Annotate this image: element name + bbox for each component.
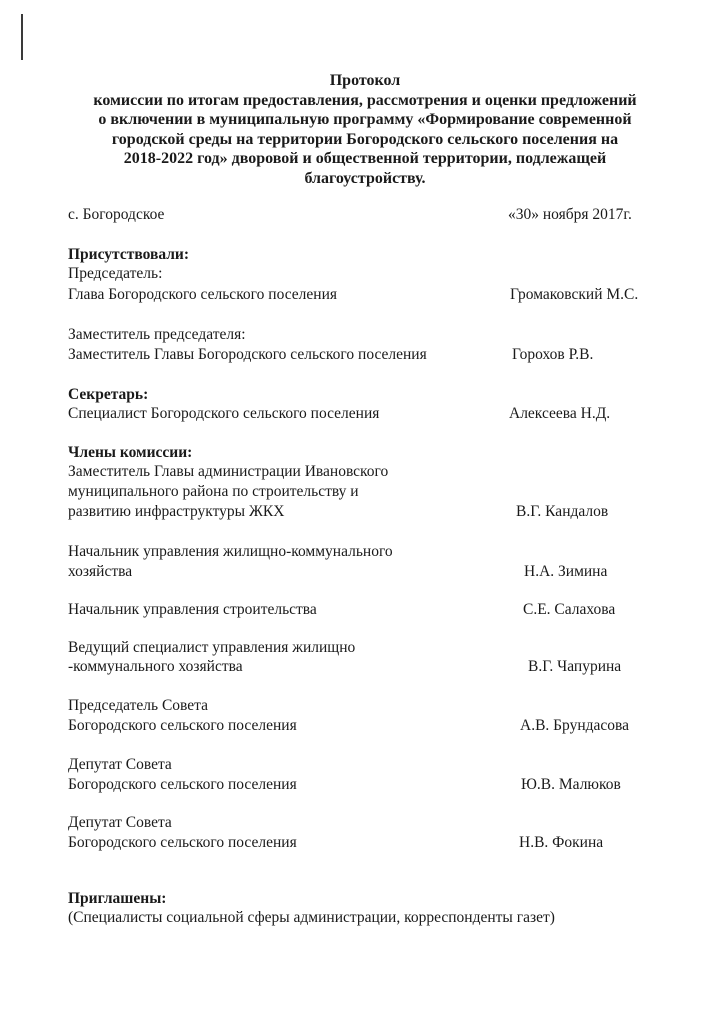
date: «30» ноября 2017г. (508, 206, 632, 223)
title-line: 2018-2022 год» дворовой и общественной территории, подлежащей (123, 150, 607, 168)
title-line: о включении в муниципальную программу «Формирование современной (98, 111, 632, 129)
title-line: благоустройству. (304, 169, 426, 187)
chair-name: Громаковский М.С. (510, 286, 639, 303)
scan-mark (21, 14, 23, 60)
member-name: А.В. Брундасова (520, 717, 630, 734)
secretary-heading: Секретарь: (68, 386, 149, 403)
chair-label: Председатель: (68, 265, 163, 282)
member-position: Начальник управления жилищно-коммунального (68, 543, 393, 560)
member-position: Депутат Совета (68, 756, 172, 773)
deputy-name: Горохов Р.В. (512, 346, 594, 363)
member-position: Председатель Совета (68, 697, 208, 714)
member-position: Ведущий специалист управления жилищно (68, 639, 356, 656)
member-name: Ю.В. Малюков (521, 776, 621, 793)
member-name: Н.В. Фокина (519, 834, 604, 851)
document-title (60, 71, 670, 189)
invited-text: (Специалисты социальной сферы администрации, корреспонденты газет) (68, 909, 555, 926)
member-name: С.Е. Салахова (523, 601, 616, 618)
member-position: Депутат Совета (68, 814, 172, 831)
member-position: -коммунального хозяйства (68, 658, 243, 675)
place: с. Богородское (68, 206, 165, 223)
secretary-position: Специалист Богородского сельского поселения (68, 405, 380, 422)
secretary-name: Алексеева Н.Д. (509, 405, 611, 422)
title-line: комиссии по итогам предоставления, рассмотрения и оценки предложений (93, 91, 637, 109)
member-position: хозяйства (68, 563, 133, 580)
member-position: Начальник управления строительства (68, 601, 317, 618)
member-position: Заместитель Главы администрации Ивановского (68, 463, 389, 480)
members-heading: Члены комиссии: (68, 444, 193, 461)
member-name: Н.А. Зимина (524, 563, 608, 580)
member-position: муниципального района по строительству и (68, 483, 359, 500)
chair-position: Глава Богородского сельского поселения (68, 286, 337, 303)
title-line: городской среды на территории Богородского сельского поселения на (111, 130, 619, 148)
member-name: В.Г. Кандалов (516, 503, 609, 520)
present-heading: Присутствовали: (68, 246, 190, 263)
member-position: развитию инфраструктуры ЖКХ (68, 503, 285, 520)
invited-heading: Приглашены: (68, 890, 167, 907)
member-name: В.Г. Чапурина (528, 658, 622, 675)
deputy-position: Заместитель Главы Богородского сельского поселения (68, 346, 427, 363)
member-position: Богородского сельского поселения (68, 834, 297, 851)
title-line: Протокол (329, 72, 401, 89)
deputy-label: Заместитель председателя: (68, 326, 246, 343)
member-position: Богородского сельского поселения (68, 717, 297, 734)
member-position: Богородского сельского поселения (68, 776, 297, 793)
